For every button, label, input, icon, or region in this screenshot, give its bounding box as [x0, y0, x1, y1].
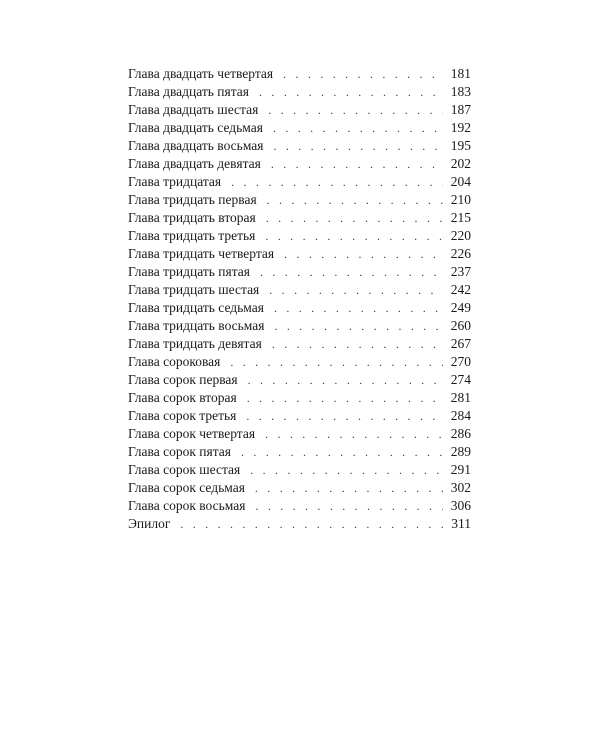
- toc-entry-page: 237: [450, 264, 471, 279]
- dot-leader: [271, 155, 443, 173]
- toc-entry-title: Глава сорок пятая: [128, 444, 231, 459]
- toc-entry-page: 195: [450, 138, 471, 153]
- toc-entry: [128, 101, 471, 119]
- dot-leader: [266, 209, 443, 227]
- toc-entry-page: 260: [450, 318, 471, 333]
- toc-entry-page: 289: [450, 444, 471, 459]
- toc-entry-page: 242: [450, 282, 471, 297]
- toc-entry-title: Глава сорок третья: [128, 408, 237, 423]
- toc-entry-title: Глава двадцать девятая: [128, 156, 261, 171]
- toc-entry-page: 270: [450, 354, 471, 369]
- dot-leader: [246, 407, 443, 425]
- dot-leader: [283, 65, 443, 83]
- toc-entry-title: Глава двадцать четвертая: [128, 66, 274, 81]
- toc-entry: [128, 407, 471, 425]
- toc-entry-title: Глава сорок первая: [128, 372, 238, 387]
- dot-leader: [230, 353, 443, 371]
- toc-entry-title: Глава сорок четвертая: [128, 426, 256, 441]
- toc-entry-page: 311: [451, 516, 471, 531]
- dot-leader: [248, 371, 443, 389]
- dot-leader: [180, 515, 443, 533]
- toc-entry: [128, 281, 471, 299]
- toc-entry: [128, 173, 471, 191]
- toc-entry-page: 291: [450, 462, 471, 477]
- dot-leader: [259, 83, 443, 101]
- toc-entry-title: Глава тридцать третья: [128, 228, 256, 243]
- toc-entry-title: Глава тридцать четвертая: [128, 246, 275, 261]
- toc-entry: [128, 515, 471, 533]
- toc-entry-title: Глава тридцать вторая: [128, 210, 256, 225]
- dot-leader: [284, 245, 443, 263]
- toc-entry: [128, 461, 471, 479]
- toc-entry-page: 226: [450, 246, 471, 261]
- toc-entry: [128, 479, 471, 497]
- toc-entry: [128, 353, 471, 371]
- toc-entry-title: Глава двадцать восьмая: [128, 138, 264, 153]
- dot-leader: [274, 317, 443, 335]
- toc-entry-title: Глава двадцать пятая: [128, 84, 250, 99]
- dot-leader: [265, 227, 443, 245]
- toc-entry: [128, 227, 471, 245]
- dot-leader: [231, 173, 443, 191]
- toc-entry: [128, 119, 471, 137]
- toc-entry: [128, 245, 471, 263]
- toc-entry-page: 215: [450, 210, 471, 225]
- toc-entry-page: 181: [450, 66, 471, 81]
- toc-entry-page: 306: [450, 498, 471, 513]
- dot-leader: [260, 263, 443, 281]
- toc-entry: [128, 371, 471, 389]
- toc-entry-page: 192: [450, 120, 471, 135]
- toc-entry-title: Глава тридцать шестая: [128, 282, 260, 297]
- toc-entry-title: Глава тридцатая: [128, 174, 222, 189]
- toc-entry-page: 220: [450, 228, 471, 243]
- toc-entry-page: 204: [450, 174, 471, 189]
- toc-entry: [128, 263, 471, 281]
- dot-leader: [273, 119, 443, 137]
- toc-entry-page: 210: [450, 192, 471, 207]
- dot-leader: [241, 443, 443, 461]
- toc-entry-title: Глава двадцать шестая: [128, 102, 259, 117]
- toc-entry: [128, 335, 471, 353]
- dot-leader: [273, 137, 443, 155]
- toc-entry-page: 202: [450, 156, 471, 171]
- toc-entry-page: 274: [450, 372, 471, 387]
- toc-entry-title: Глава сорок седьмая: [128, 480, 245, 495]
- toc-entry: [128, 83, 471, 101]
- toc-entry: [128, 443, 471, 461]
- dot-leader: [269, 281, 443, 299]
- toc-entry-page: 284: [450, 408, 471, 423]
- toc-entry: [128, 389, 471, 407]
- toc-entry-title: Глава сорок вторая: [128, 390, 237, 405]
- toc-entry: [128, 425, 471, 443]
- toc-entry-page: 267: [450, 336, 471, 351]
- toc-entry-title: Глава двадцать седьмая: [128, 120, 263, 135]
- dot-leader: [268, 101, 443, 119]
- dot-leader: [274, 299, 443, 317]
- toc-entry: [128, 299, 471, 317]
- toc-entry: [128, 497, 471, 515]
- toc-entry-title: Глава тридцать пятая: [128, 264, 250, 279]
- toc-entry: [128, 191, 471, 209]
- toc-entry-title: Глава тридцать первая: [128, 192, 257, 207]
- toc-entry: [128, 155, 471, 173]
- dot-leader: [267, 191, 443, 209]
- toc-entry-title: Эпилог: [128, 516, 171, 531]
- table-of-contents: [128, 65, 471, 533]
- toc-entry-page: 302: [450, 480, 471, 495]
- toc-entry-title: Глава тридцать восьмая: [128, 318, 265, 333]
- toc-entry-title: Глава сороковая: [128, 354, 221, 369]
- toc-entry-page: 183: [450, 84, 471, 99]
- toc-entry-title: Глава сорок шестая: [128, 462, 241, 477]
- toc-entry-title: Глава сорок восьмая: [128, 498, 246, 513]
- toc-entry: [128, 65, 471, 83]
- dot-leader: [255, 497, 443, 515]
- dot-leader: [255, 479, 443, 497]
- toc-entry-page: 249: [450, 300, 471, 315]
- dot-leader: [250, 461, 443, 479]
- toc-entry-page: 281: [450, 390, 471, 405]
- dot-leader: [272, 335, 443, 353]
- dot-leader: [247, 389, 443, 407]
- toc-entry: [128, 209, 471, 227]
- toc-entry-page: 187: [450, 102, 471, 117]
- dot-leader: [265, 425, 443, 443]
- toc-entry-title: Глава тридцать девятая: [128, 336, 262, 351]
- toc-entry-title: Глава тридцать седьмая: [128, 300, 264, 315]
- toc-entry-page: 286: [450, 426, 471, 441]
- toc-entry: [128, 317, 471, 335]
- toc-entry: [128, 137, 471, 155]
